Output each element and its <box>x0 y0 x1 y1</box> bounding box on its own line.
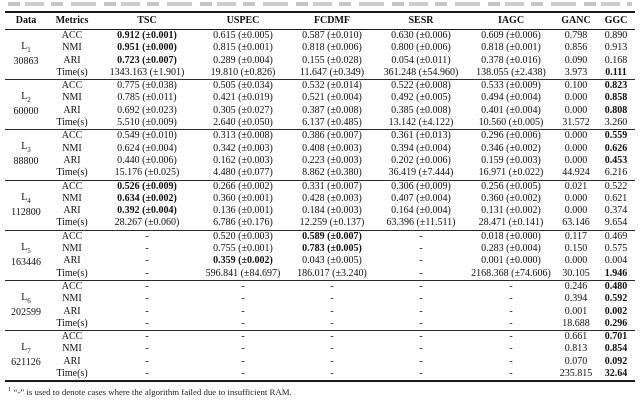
value-cell: 0.092 <box>604 355 628 367</box>
dataset-label <box>5 130 47 180</box>
value-cell: 0.131 (±0.002) <box>481 205 541 217</box>
value-cell: 0.392 (±0.004) <box>117 205 177 217</box>
value-cell: 5.510 (±0.009) <box>117 117 177 129</box>
metric-label: ACC <box>47 80 97 93</box>
value-cell: - <box>241 317 245 329</box>
metric-label: ARI <box>63 104 81 116</box>
dataset-name: $L_1$ <box>21 41 31 55</box>
value-cell: 0.374 <box>604 205 628 217</box>
value-cell: 0.798 <box>555 30 597 43</box>
value-cell: - <box>241 293 245 305</box>
metric-label: Time(s) <box>56 117 88 129</box>
cropped-caption-text <box>8 2 632 6</box>
value-cell: 0.858 <box>604 92 628 104</box>
value-cell: 0.296 <box>604 317 628 329</box>
value-cell: 0.615 (±0.005) <box>197 30 289 43</box>
value-cell: 0.394 <box>564 293 588 305</box>
table-row <box>5 143 635 155</box>
table-row <box>5 105 635 117</box>
table-row <box>5 167 635 180</box>
value-cell: 0.361 (±0.013) <box>375 130 467 143</box>
table-row <box>5 280 635 293</box>
value-cell: 0.609 (±0.006) <box>467 30 555 43</box>
metric-label: Time(s) <box>56 368 88 380</box>
value-cell: - <box>289 280 375 293</box>
value-cell: 0.440 (±0.006) <box>117 154 177 166</box>
value-cell: - <box>145 305 149 317</box>
value-cell: - <box>241 305 245 317</box>
value-cell: - <box>419 293 423 305</box>
value-cell: 63.396 (±11.511) <box>386 217 456 229</box>
column-header-ggc: GGC <box>597 12 635 30</box>
value-cell: - <box>145 293 149 305</box>
value-cell: 19.810 (±0.826) <box>210 66 276 78</box>
table-row <box>5 368 635 381</box>
value-cell: 9.654 <box>604 217 628 229</box>
table-row <box>5 243 635 255</box>
value-cell: 0.001 <box>564 305 588 317</box>
metric-label: NMI <box>62 243 82 255</box>
value-cell: 0.813 <box>564 343 588 355</box>
value-cell: 0.159 (±0.003) <box>481 154 541 166</box>
value-cell: - <box>97 280 197 293</box>
metric-label: Time(s) <box>56 167 88 179</box>
value-cell: 0.823 <box>597 80 635 93</box>
metric-label: ARI <box>63 305 81 317</box>
value-cell: 0.494 (±0.004) <box>481 92 541 104</box>
value-cell: 0.296 (±0.006) <box>467 130 555 143</box>
value-cell: 0.000 <box>564 154 588 166</box>
table-row <box>5 255 635 267</box>
value-cell: 0.000 <box>564 192 588 204</box>
value-cell: 63.146 <box>562 217 590 229</box>
results-table <box>5 11 635 382</box>
table-row <box>5 180 635 193</box>
dataset-size: 88800 <box>13 156 39 168</box>
value-cell: 28.267 (±0.060) <box>114 217 180 229</box>
value-cell: 4.480 (±0.077) <box>213 167 273 179</box>
table-row <box>5 67 635 80</box>
value-cell: - <box>145 255 149 267</box>
value-cell: 0.136 (±0.001) <box>213 205 273 217</box>
value-cell: 0.306 (±0.009) <box>375 180 467 193</box>
value-cell: 0.313 (±0.008) <box>197 130 289 143</box>
value-cell: 28.471 (±0.141) <box>478 217 544 229</box>
metric-label: NMI <box>62 142 82 154</box>
value-cell: - <box>145 317 149 329</box>
value-cell: - <box>97 331 197 344</box>
value-cell: 0.407 (±0.004) <box>391 192 451 204</box>
metric-label: Time(s) <box>56 267 88 279</box>
dataset-label <box>5 180 47 230</box>
value-cell: 0.021 <box>555 180 597 193</box>
value-cell: - <box>509 343 513 355</box>
value-cell: 0.626 <box>604 142 628 154</box>
dataset-name: $L_6$ <box>21 292 31 306</box>
value-cell: 0.111 <box>605 66 627 78</box>
value-cell: 0.913 <box>604 42 628 54</box>
table-row <box>5 80 635 93</box>
value-cell: - <box>509 355 513 367</box>
value-cell: 0.785 (±0.011) <box>117 92 177 104</box>
value-cell: 0.575 <box>604 243 628 255</box>
value-cell: 0.818 (±0.006) <box>302 42 362 54</box>
metric-label: ACC <box>47 180 97 193</box>
value-cell: 0.401 (±0.004) <box>481 104 541 116</box>
value-cell: 0.000 <box>564 92 588 104</box>
value-cell: 0.505 (±0.034) <box>197 80 289 93</box>
table-row <box>5 230 635 243</box>
value-cell: - <box>419 305 423 317</box>
value-cell: - <box>419 317 423 329</box>
value-cell: 32.64 <box>604 368 628 380</box>
dataset-name: $L_2$ <box>21 91 31 105</box>
value-cell: 0.342 (±0.003) <box>213 142 273 154</box>
value-cell: - <box>375 280 467 293</box>
value-cell: - <box>145 243 149 255</box>
value-cell: 10.560 (±0.005) <box>478 117 544 129</box>
table-row <box>5 130 635 143</box>
dataset-size: 60000 <box>13 106 39 118</box>
dataset-label <box>5 30 47 80</box>
value-cell: - <box>509 305 513 317</box>
table-row <box>5 42 635 54</box>
value-cell: 30.105 <box>562 267 590 279</box>
value-cell: 0.815 (±0.001) <box>213 42 273 54</box>
value-cell: - <box>419 267 423 279</box>
value-cell: 0.421 (±0.019) <box>213 92 273 104</box>
value-cell: 0.408 (±0.003) <box>302 142 362 154</box>
value-cell: 0.589 (±0.007) <box>289 230 375 243</box>
column-header-fcdmf: FCDMF <box>289 12 375 30</box>
value-cell: 138.055 (±2.438) <box>476 66 546 78</box>
value-cell: 0.521 (±0.004) <box>302 92 362 104</box>
value-cell: 0.634 (±0.002) <box>117 192 177 204</box>
column-header-tsc: TSC <box>97 12 197 30</box>
metric-label: ARI <box>63 355 81 367</box>
value-cell: - <box>419 355 423 367</box>
value-cell: 0.162 (±0.003) <box>213 154 273 166</box>
column-header-ganc: GANC <box>555 12 597 30</box>
value-cell: 0.070 <box>564 355 588 367</box>
dataset-label <box>5 280 47 330</box>
column-header-metrics: Metrics <box>47 12 97 30</box>
value-cell: 0.054 (±0.011) <box>391 54 451 66</box>
dataset-name: $L_7$ <box>21 342 31 356</box>
value-cell: 0.630 (±0.006) <box>375 30 467 43</box>
value-cell: 0.783 (±0.005) <box>302 243 362 255</box>
table-row <box>5 55 635 67</box>
value-cell: 0.533 (±0.009) <box>467 80 555 93</box>
value-cell: 0.692 (±0.023) <box>117 104 177 116</box>
value-cell: 0.520 (±0.003) <box>197 230 289 243</box>
value-cell: 0.818 (±0.001) <box>481 42 541 54</box>
table-row <box>5 343 635 355</box>
value-cell: 0.951 (±0.000) <box>117 42 177 54</box>
value-cell: 0.002 <box>604 305 628 317</box>
value-cell: 11.647 (±0.349) <box>299 66 365 78</box>
table-row <box>5 331 635 344</box>
value-cell: 0.387 (±0.008) <box>302 104 362 116</box>
value-cell: 0.100 <box>555 80 597 93</box>
column-header-iagc: IAGC <box>467 12 555 30</box>
value-cell: 6.786 (±0.176) <box>213 217 273 229</box>
value-cell: - <box>330 343 334 355</box>
table-row <box>5 193 635 205</box>
value-cell: 0.001 (±0.000) <box>481 255 541 267</box>
value-cell: 16.971 (±0.022) <box>478 167 544 179</box>
dataset-label <box>5 80 47 130</box>
value-cell: 0.360 (±0.001) <box>213 192 273 204</box>
metric-label: NMI <box>62 42 82 54</box>
value-cell: 0.000 <box>564 205 588 217</box>
value-cell: 0.492 (±0.005) <box>391 92 451 104</box>
table-row <box>5 117 635 130</box>
column-header-uspec: USPEC <box>197 12 289 30</box>
value-cell: 0.359 (±0.002) <box>213 255 273 267</box>
value-cell: - <box>197 280 289 293</box>
dataset-size: 112800 <box>11 206 41 218</box>
value-cell: 0.378 (±0.016) <box>481 54 541 66</box>
value-cell: 0.522 <box>597 180 635 193</box>
value-cell: - <box>419 255 423 267</box>
table-body <box>5 30 635 382</box>
table-row <box>5 318 635 331</box>
table-row <box>5 293 635 305</box>
footnote-text: “-” is used to denote cases where the algorithm failed due to insufficient RAM. <box>13 387 292 398</box>
value-cell: 0.701 <box>597 331 635 344</box>
value-cell: 0.428 (±0.003) <box>302 192 362 204</box>
value-cell: - <box>375 230 467 243</box>
value-cell: 361.248 (±54.960) <box>383 66 459 78</box>
value-cell: 36.419 (±7.444) <box>388 167 454 179</box>
value-cell: 0.800 (±0.006) <box>391 42 451 54</box>
value-cell: - <box>289 331 375 344</box>
metric-label: NMI <box>62 343 82 355</box>
value-cell: 596.841 (±84.697) <box>205 267 281 279</box>
value-cell: 0.346 (±0.002) <box>481 142 541 154</box>
table-row <box>5 356 635 368</box>
value-cell: - <box>467 280 555 293</box>
dataset-size: 30863 <box>13 56 39 68</box>
metric-label: NMI <box>62 92 82 104</box>
value-cell: 186.017 (±3.240) <box>297 267 367 279</box>
value-cell: - <box>197 331 289 344</box>
value-cell: 0.532 (±0.014) <box>289 80 375 93</box>
value-cell: 0.090 <box>564 54 588 66</box>
value-cell: - <box>419 243 423 255</box>
dataset-label <box>5 230 47 280</box>
metric-label: ACC <box>47 331 97 344</box>
value-cell: - <box>419 343 423 355</box>
value-cell: 0.155 (±0.028) <box>302 54 362 66</box>
value-cell: 0.661 <box>555 331 597 344</box>
dataset-name: $L_3$ <box>21 141 31 155</box>
metric-label: Time(s) <box>56 317 88 329</box>
metric-label: ARI <box>63 54 81 66</box>
value-cell: 0.043 (±0.005) <box>302 255 362 267</box>
column-header-sesr: SESR <box>375 12 467 30</box>
value-cell: 2168.368 (±74.606) <box>471 267 551 279</box>
value-cell: 0.559 <box>597 130 635 143</box>
value-cell: - <box>330 293 334 305</box>
table-row <box>5 217 635 230</box>
value-cell: 0.890 <box>597 30 635 43</box>
value-cell: 1343.163 (±1.901) <box>109 66 185 78</box>
table-footnote <box>8 386 632 397</box>
value-cell: - <box>509 317 513 329</box>
value-cell: 0.000 <box>564 142 588 154</box>
dataset-name: $L_4$ <box>21 191 31 205</box>
value-cell: - <box>241 368 245 380</box>
dataset-size: 163446 <box>11 256 41 268</box>
value-cell: 0.480 <box>597 280 635 293</box>
metric-label: Time(s) <box>56 66 88 78</box>
value-cell: - <box>145 368 149 380</box>
metric-label: ARI <box>63 154 81 166</box>
value-cell: 0.246 <box>555 280 597 293</box>
value-cell: 0.202 (±0.006) <box>391 154 451 166</box>
value-cell: 0.469 <box>597 230 635 243</box>
value-cell: - <box>467 331 555 344</box>
value-cell: - <box>145 267 149 279</box>
value-cell: 8.862 (±0.380) <box>302 167 362 179</box>
value-cell: 0.223 (±0.003) <box>302 154 362 166</box>
table-row <box>5 155 635 167</box>
value-cell: - <box>97 230 197 243</box>
value-cell: 18.688 <box>562 317 590 329</box>
value-cell: 0.018 (±0.000) <box>467 230 555 243</box>
value-cell: 6.137 (±0.485) <box>302 117 362 129</box>
value-cell: - <box>145 343 149 355</box>
value-cell: 0.256 (±0.005) <box>467 180 555 193</box>
value-cell: 0.723 (±0.007) <box>117 54 177 66</box>
value-cell: - <box>241 343 245 355</box>
value-cell: 0.549 (±0.010) <box>97 130 197 143</box>
value-cell: 0.266 (±0.002) <box>197 180 289 193</box>
value-cell: 0.331 (±0.007) <box>289 180 375 193</box>
value-cell: - <box>145 355 149 367</box>
value-cell: 44.924 <box>562 167 590 179</box>
value-cell: - <box>375 331 467 344</box>
metric-label: ARI <box>63 255 81 267</box>
table-row <box>5 306 635 318</box>
value-cell: 0.854 <box>604 343 628 355</box>
value-cell: 0.164 (±0.004) <box>391 205 451 217</box>
value-cell: 0.289 (±0.004) <box>213 54 273 66</box>
value-cell: 15.176 (±0.025) <box>114 167 180 179</box>
header-row <box>5 12 635 30</box>
value-cell: 0.912 (±0.001) <box>97 30 197 43</box>
metric-label: ACC <box>47 280 97 293</box>
value-cell: 31.572 <box>562 117 590 129</box>
value-cell: 0.000 <box>564 104 588 116</box>
value-cell: 0.117 <box>555 230 597 243</box>
table-row <box>5 92 635 104</box>
value-cell: 3.260 <box>604 117 628 129</box>
dataset-name: $L_5$ <box>21 241 31 255</box>
value-cell: 6.216 <box>604 167 628 179</box>
value-cell: 0.150 <box>564 243 588 255</box>
footnote-marker: 1 <box>8 386 12 394</box>
value-cell: 0.283 (±0.004) <box>481 243 541 255</box>
value-cell: - <box>330 317 334 329</box>
value-cell: 0.808 <box>604 104 628 116</box>
metric-label: NMI <box>62 293 82 305</box>
value-cell: 0.004 <box>604 255 628 267</box>
value-cell: 2.640 (±0.050) <box>213 117 273 129</box>
value-cell: 0.000 <box>555 130 597 143</box>
value-cell: 0.453 <box>604 154 628 166</box>
value-cell: 0.621 <box>604 192 628 204</box>
dataset-size: 621126 <box>11 357 41 369</box>
value-cell: 13.142 (±4.122) <box>388 117 454 129</box>
dataset-size: 202599 <box>11 307 41 319</box>
value-cell: 0.856 <box>564 42 588 54</box>
metric-label: ACC <box>47 130 97 143</box>
value-cell: 0.000 <box>564 255 588 267</box>
value-cell: 0.592 <box>604 293 628 305</box>
value-cell: - <box>241 355 245 367</box>
metric-label: ACC <box>47 30 97 43</box>
value-cell: - <box>419 368 423 380</box>
value-cell: - <box>330 368 334 380</box>
value-cell: 235.815 <box>559 368 593 380</box>
table-header <box>5 12 635 30</box>
value-cell: - <box>509 293 513 305</box>
table-row <box>5 268 635 281</box>
value-cell: - <box>330 355 334 367</box>
value-cell: 0.755 (±0.001) <box>213 243 273 255</box>
value-cell: 0.168 <box>604 54 628 66</box>
value-cell: 0.385 (±0.008) <box>391 104 451 116</box>
metric-label: ACC <box>47 230 97 243</box>
metric-label: ARI <box>63 205 81 217</box>
value-cell: 0.386 (±0.007) <box>289 130 375 143</box>
value-cell: 0.775 (±0.038) <box>97 80 197 93</box>
value-cell: 0.305 (±0.027) <box>213 104 273 116</box>
value-cell: 3.973 <box>564 66 588 78</box>
value-cell: 0.184 (±0.003) <box>302 205 362 217</box>
value-cell: 0.360 (±0.002) <box>481 192 541 204</box>
value-cell: 0.394 (±0.004) <box>391 142 451 154</box>
value-cell: 12.259 (±0.137) <box>299 217 365 229</box>
value-cell: - <box>330 305 334 317</box>
metric-label: NMI <box>62 192 82 204</box>
value-cell: 0.587 (±0.010) <box>289 30 375 43</box>
dataset-label <box>5 331 47 382</box>
value-cell: 0.526 (±0.009) <box>97 180 197 193</box>
metric-label: Time(s) <box>56 217 88 229</box>
table-row <box>5 30 635 43</box>
table-row <box>5 205 635 217</box>
value-cell: 1.946 <box>604 267 628 279</box>
value-cell: 0.522 (±0.008) <box>375 80 467 93</box>
value-cell: 0.624 (±0.004) <box>117 142 177 154</box>
value-cell: - <box>509 368 513 380</box>
column-header-data: Data <box>5 12 47 30</box>
